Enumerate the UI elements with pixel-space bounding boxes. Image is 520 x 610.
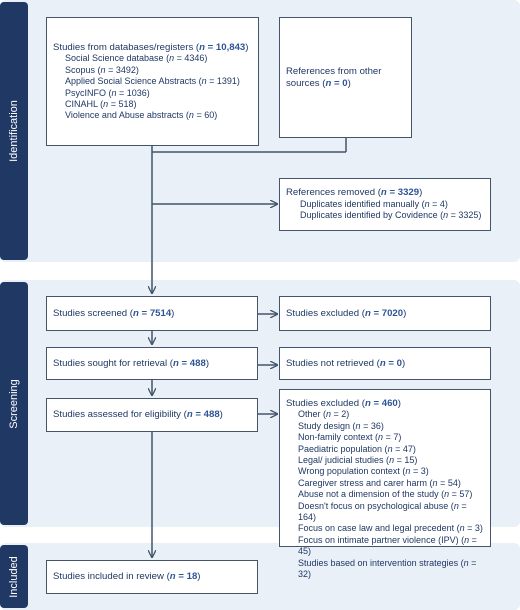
exclusion-reason: Non-family context (n = 7) xyxy=(298,432,402,443)
studies-not-retrieved-box: Studies not retrieved (n = 0) xyxy=(279,347,491,380)
exclusion-reason: Study design (n = 36) xyxy=(298,420,384,431)
references-removed-box xyxy=(279,178,491,231)
studies-assessed-box: Studies assessed for eligibility (n = 488) xyxy=(46,398,258,432)
databases-box xyxy=(46,17,259,146)
db-item: Violence and Abuse abstracts (n = 60) xyxy=(65,110,218,121)
studies-excluded-box: Studies excluded (n = 7020) xyxy=(279,296,491,331)
exclusion-reason: Other (n = 2) xyxy=(298,409,350,420)
db-item: Social Science database (n = 4346) xyxy=(65,53,208,64)
exclusion-reason: Studies based on intervention strategies (n = 32) xyxy=(298,557,477,580)
exclusion-reason: Focus on intimate partner violence (IPV) (n = 45) xyxy=(298,534,477,557)
exclusion-reason: Focus on case law and legal precedent (n = 3) xyxy=(298,523,483,534)
exclusion-reason: Wrong population context (n = 3) xyxy=(298,466,429,477)
excluded-reasons-title: Studies excluded (n = 460) xyxy=(286,398,401,409)
other-sources-box xyxy=(279,17,412,138)
db-item: Scopus (n = 3492) xyxy=(65,64,139,75)
studies-sought-box: Studies sought for retrieval (n = 488) xyxy=(46,347,258,380)
removed-title: References removed (n = 3329) xyxy=(286,187,423,199)
exclusion-reason: Abuse not a dimension of the study (n = 57) xyxy=(298,489,473,500)
identification-label: Identification xyxy=(0,2,28,260)
studies-screened-box: Studies screened (n = 7514) xyxy=(46,296,258,331)
studies-excluded-reasons-box xyxy=(279,389,491,580)
exclusion-reason: Legal/ judicial studies (n = 15) xyxy=(298,455,418,466)
exclusion-reason: Doesn't focus on psychological abuse (n = 164) xyxy=(298,500,467,523)
exclusion-reason: Caregiver stress and carer harm (n = 54) xyxy=(298,477,461,488)
exclusion-reason: Paediatric population (n = 47) xyxy=(298,443,416,454)
db-item: CINAHL (n = 518) xyxy=(65,99,137,110)
screening-label: Screening xyxy=(0,282,28,525)
included-label: Included xyxy=(0,545,28,608)
removed-item: Duplicates identified manually (n = 4) xyxy=(300,198,448,209)
studies-included-box: Studies included in review (n = 18) xyxy=(46,560,258,594)
other-sources-title: References from other sources (n = 0) xyxy=(286,66,382,89)
databases-title: Studies from databases/registers (n = 10,843) xyxy=(53,42,249,53)
db-item: PsycINFO (n = 1036) xyxy=(65,87,150,98)
db-item: Applied Social Science Abstracts (n = 1391) xyxy=(65,76,240,87)
removed-item: Duplicates identified by Covidence (n = 3325) xyxy=(300,210,482,221)
